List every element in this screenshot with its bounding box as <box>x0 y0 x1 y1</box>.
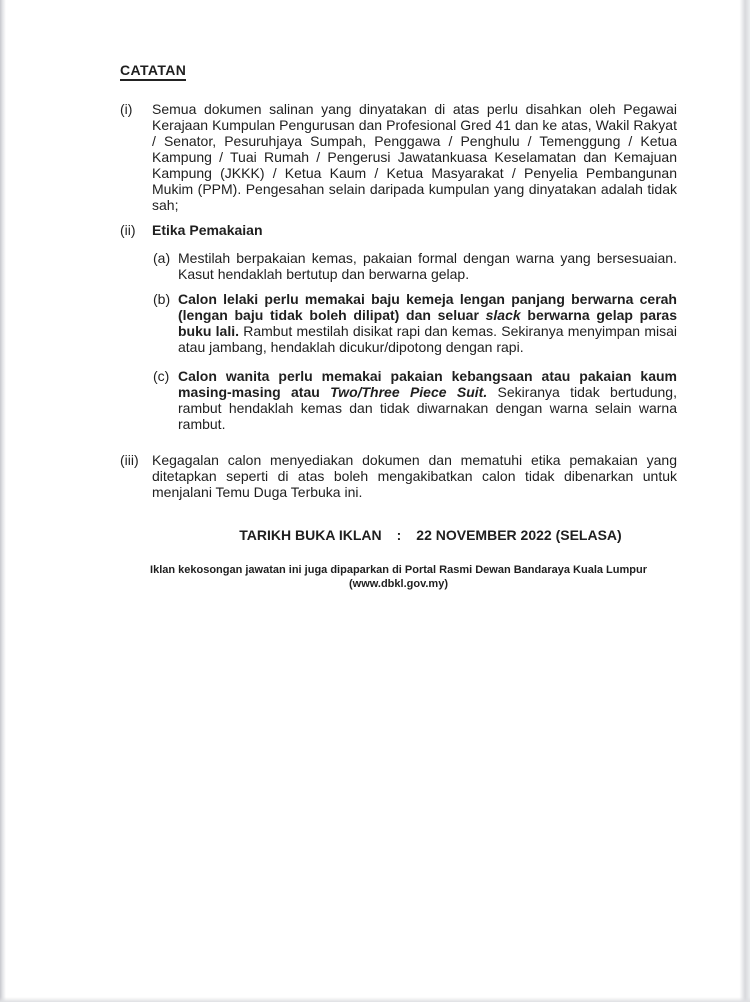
scan-edge-right <box>736 0 750 1002</box>
scan-edge-left <box>0 0 6 1002</box>
subitem-text-c <box>178 368 677 432</box>
note-item-iii <box>120 452 677 500</box>
colon-separator: : <box>396 527 402 543</box>
text-run: Calon wanita perlu memakai pakaian kebangsaan atau pakaian kaum masing-masing atau <box>178 368 677 400</box>
advert-open-date-line <box>120 527 677 543</box>
item-text-i: Semua dokumen salinan yang dinyatakan di atas perlu disahkan oleh Pegawai Kerajaan Kumpulan Pengurusan dan Profesional Gred 41 dan ke atas, Wakil Rakyat / Senator, Pesuruhjaya Sumpah, Penggawa / Penghulu / Temenggung / Ketua Kampung / Tuai Rumah / Pengerusi Jawatankuasa Keselamatan dan Kemajuan Kampung (JKKK) / Ketua Kaum / Ketua Masyarakat / Penyelia Pembangunan Mukim (PPM). Pengesahan selain daripada kumpulan yang dinyatakan adalah tidak sah; <box>152 101 677 213</box>
text-run: Rambut mestilah disikat rapi dan kemas. Sekiranya menyimpan misai atau jambang, hendaklah dicukur/dipotong dengan rapi. <box>178 323 677 355</box>
item-title-ii: Etika Pemakaian <box>152 222 263 238</box>
item-text-iii: Kegagalan calon menyediakan dokumen dan mematuhi etika pemakaian yang ditetapkan seperti di atas boleh mengakibatkan calon tidak dibenarkan untuk menjalani Temu Duga Terbuka ini. <box>152 452 677 500</box>
notes-section <box>120 62 677 591</box>
scan-edge-bottom <box>0 997 750 1002</box>
text-run: Sekiranya tidak bertudung, rambut hendaklah kemas dan tidak diwarnakan dengan warna selain warna rambut. <box>178 384 677 432</box>
portal-footer <box>120 563 677 591</box>
text-run: Two/Three Piece Suit. <box>330 384 488 400</box>
note-item-i <box>120 101 677 213</box>
subitem-marker-c: (c) <box>153 368 170 384</box>
item-marker-i: (i) <box>120 101 133 117</box>
text-run: berwarna gelap paras buku lali. <box>178 307 677 339</box>
advert-open-date-label: TARIKH BUKA IKLAN <box>239 527 382 543</box>
subitem-text-a: Mestilah berpakaian kemas, pakaian formal dengan warna yang bersesuaian. Kasut hendaklah bertutup dan berwarna gelap. <box>178 250 677 282</box>
advert-open-date-value: 22 NOVEMBER 2022 (SELASA) <box>416 527 622 543</box>
text-run: slack <box>485 307 521 323</box>
section-heading: CATATAN <box>120 62 186 81</box>
item-marker-ii: (ii) <box>120 222 136 238</box>
subitem-marker-b: (b) <box>153 291 171 307</box>
item-marker-iii: (iii) <box>120 452 139 468</box>
portal-footer-line2: (www.dbkl.gov.my) <box>348 578 448 590</box>
note-subitem-c <box>153 368 677 432</box>
text-run: Calon lelaki perlu memakai baju kemeja lengan panjang berwarna cerah (lengan baju tidak boleh dilipat) dan seluar <box>178 291 677 323</box>
note-subitem-b <box>153 291 677 355</box>
subitem-marker-a: (a) <box>153 250 171 266</box>
subitem-text-b <box>178 291 677 355</box>
note-subitem-a <box>153 250 677 282</box>
portal-footer-line1: Iklan kekosongan jawatan ini juga dipaparkan di Portal Rasmi Dewan Bandaraya Kuala Lumpur <box>150 564 647 576</box>
note-item-ii <box>120 222 677 238</box>
